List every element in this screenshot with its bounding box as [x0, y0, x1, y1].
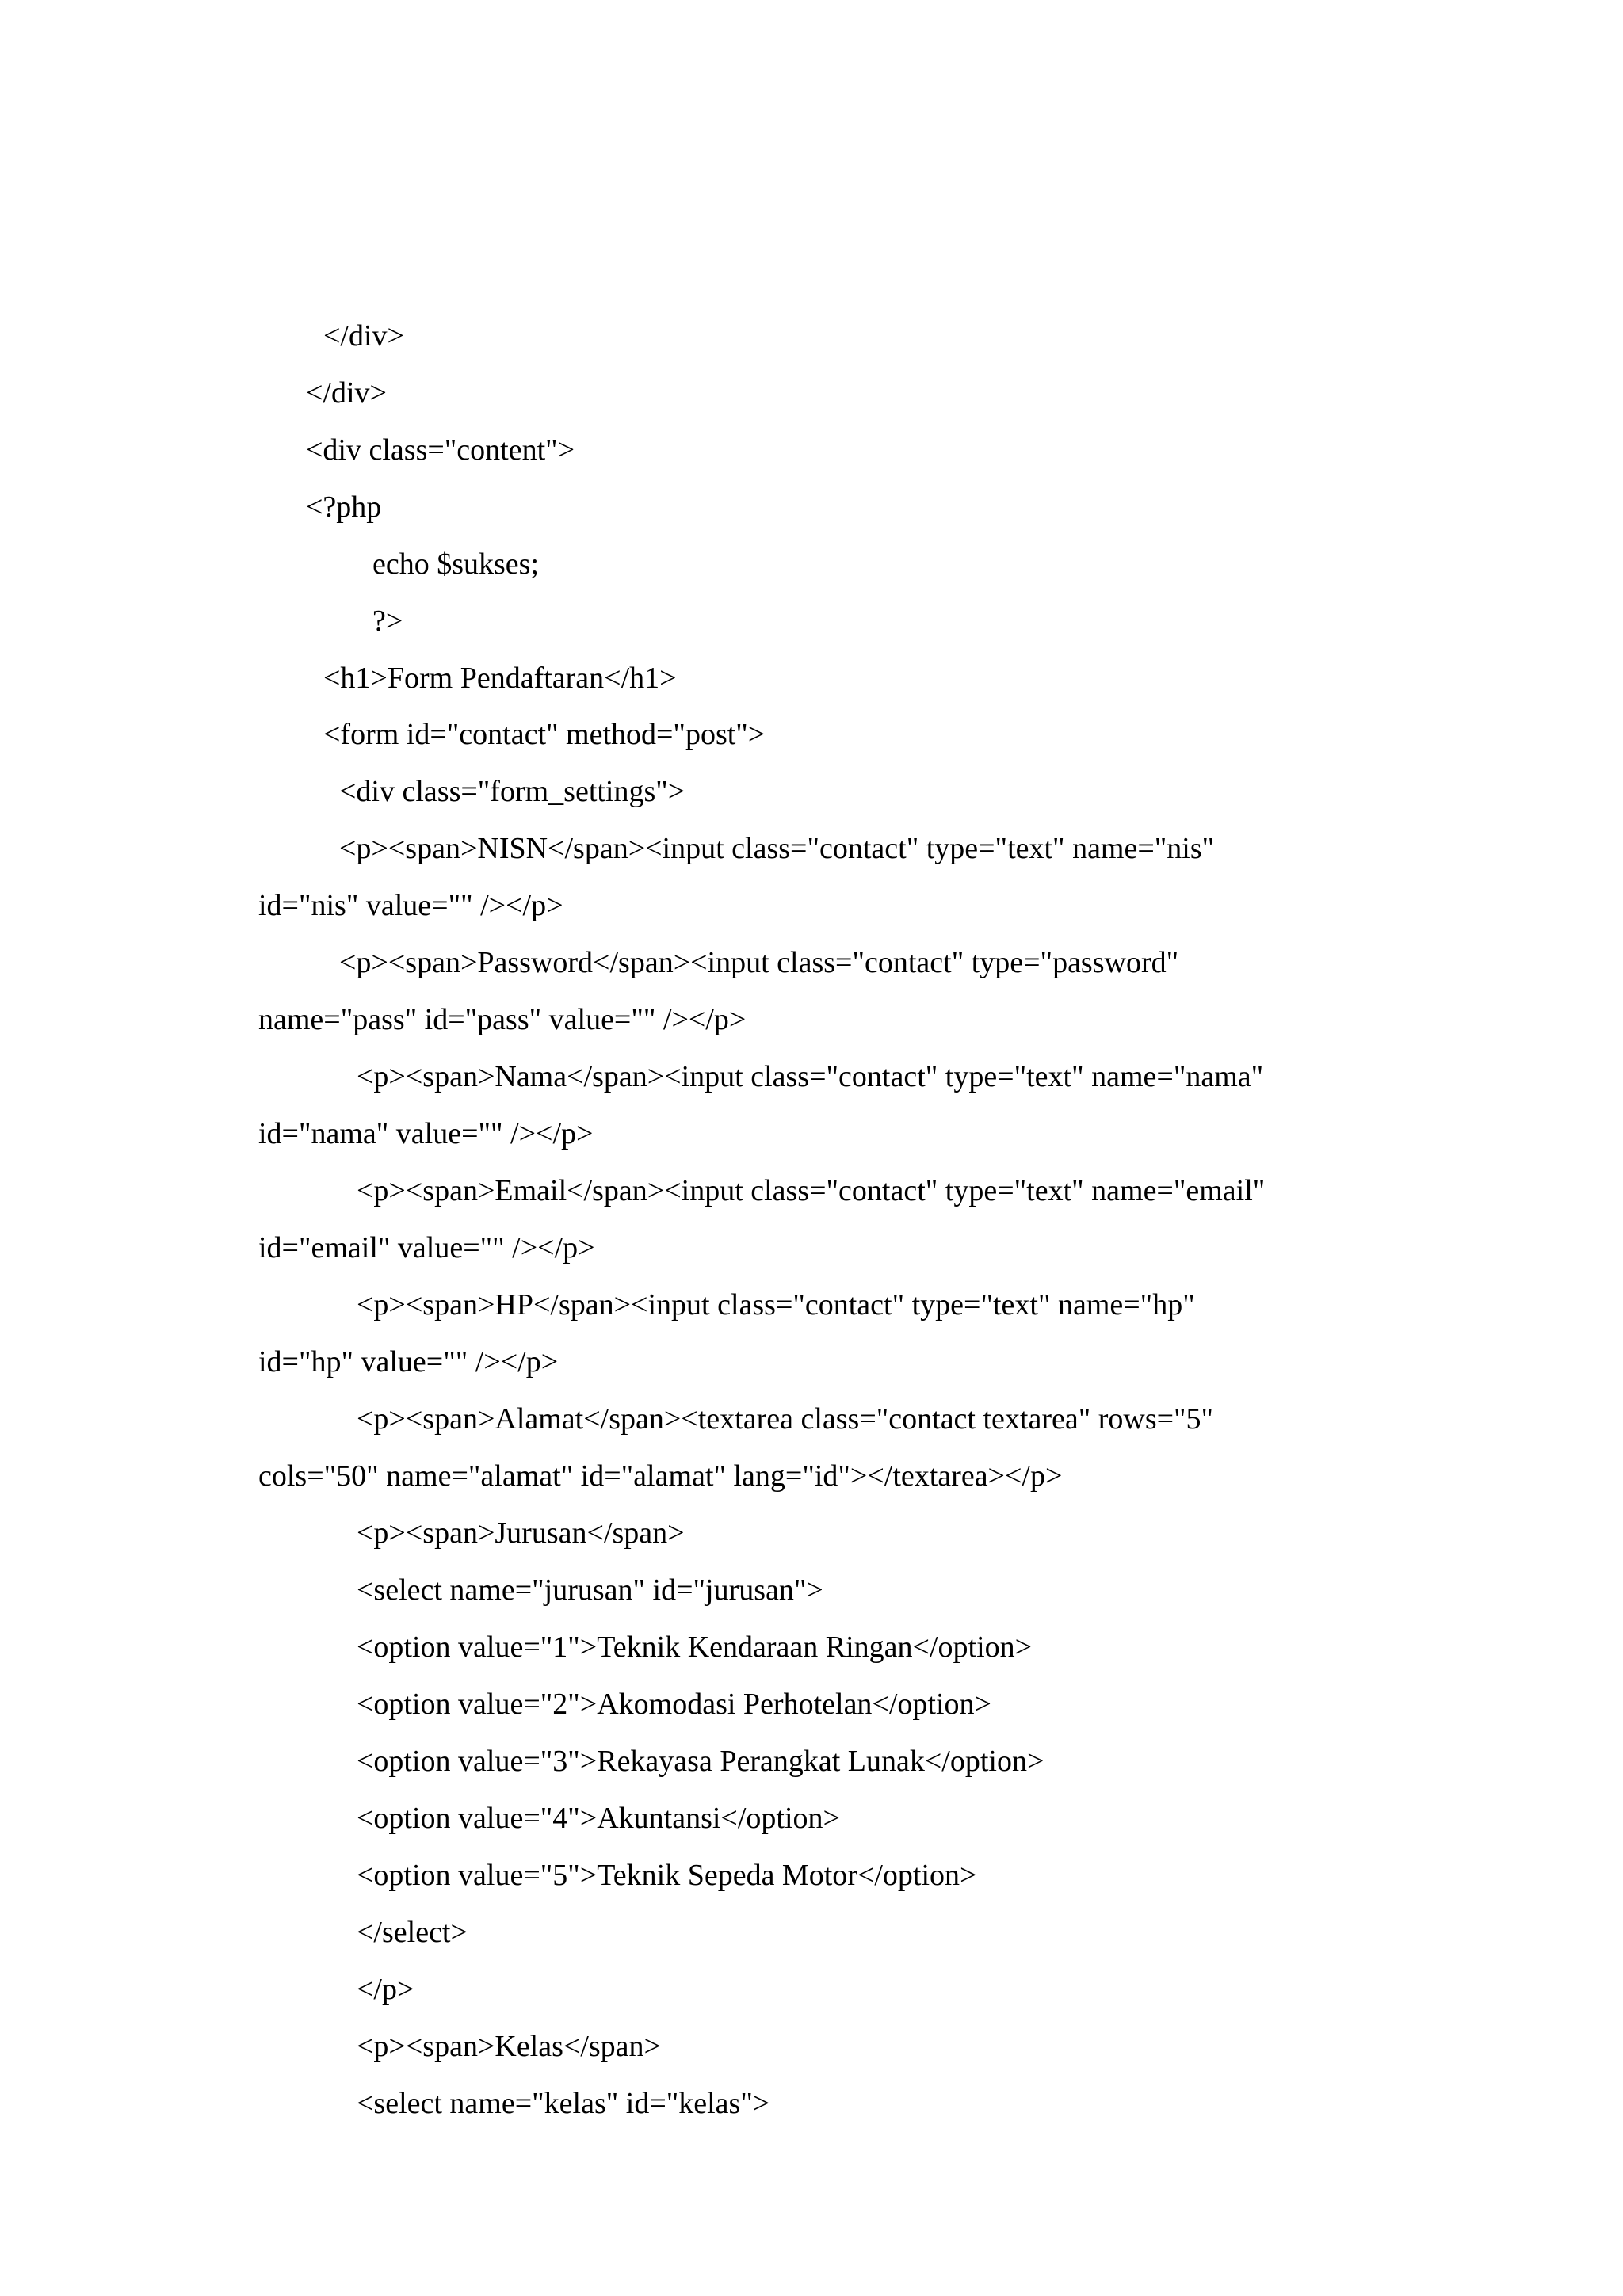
code-line: id="hp" value="" /></p> [258, 1345, 559, 1379]
code-line: </p> [357, 1973, 414, 2006]
code-line: <option value="2">Akomodasi Perhotelan</option> [357, 1688, 991, 1721]
code-line: <select name="jurusan" id="jurusan"> [357, 1573, 823, 1607]
code-line: id="nis" value="" /></p> [258, 889, 563, 922]
code-line: echo $sukses; [372, 547, 540, 581]
code-line: ?> [372, 605, 403, 638]
code-line: <option value="1">Teknik Kendaraan Ringan</option> [357, 1630, 1033, 1664]
code-line: <p><span>Jurusan</span> [357, 1516, 685, 1550]
code-line: <p><span>Alamat</span><textarea class="contact textarea" rows="5" [357, 1402, 1214, 1436]
code-line: </div> [323, 319, 404, 353]
code-line: <select name="kelas" id="kelas"> [357, 2087, 770, 2120]
code-line: <form id="contact" method="post"> [323, 718, 766, 751]
code-line: id="email" value="" /></p> [258, 1231, 595, 1264]
code-line: <p><span>Password</span><input class="contact" type="password" [339, 946, 1179, 979]
code-line: <option value="3">Rekayasa Perangkat Lunak</option> [357, 1745, 1044, 1778]
code-line: id="nama" value="" /></p> [258, 1117, 594, 1150]
code-line: cols="50" name="alamat" id="alamat" lang="id"></textarea></p> [258, 1459, 1063, 1493]
code-line: <p><span>Kelas</span> [357, 2030, 661, 2063]
code-line: </select> [357, 1916, 468, 1949]
code-line: <option value="5">Teknik Sepeda Motor</option> [357, 1859, 977, 1892]
code-line: <div class="form_settings"> [339, 775, 685, 808]
code-line: <p><span>Nama</span><input class="contact" type="text" name="nama" [357, 1060, 1264, 1093]
code-line: <h1>Form Pendaftaran</h1> [323, 662, 677, 695]
code-line: <?php [306, 490, 382, 524]
code-line: </div> [306, 376, 387, 410]
code-line: <option value="4">Akuntansi</option> [357, 1802, 840, 1835]
code-line: <p><span>NISN</span><input class="contact" type="text" name="nis" [339, 832, 1215, 865]
code-line: <div class="content"> [306, 433, 575, 467]
code-line: name="pass" id="pass" value="" /></p> [258, 1003, 747, 1036]
code-line: <p><span>HP</span><input class="contact" type="text" name="hp" [357, 1288, 1195, 1322]
code-line: <p><span>Email</span><input class="contact" type="text" name="email" [357, 1174, 1266, 1207]
